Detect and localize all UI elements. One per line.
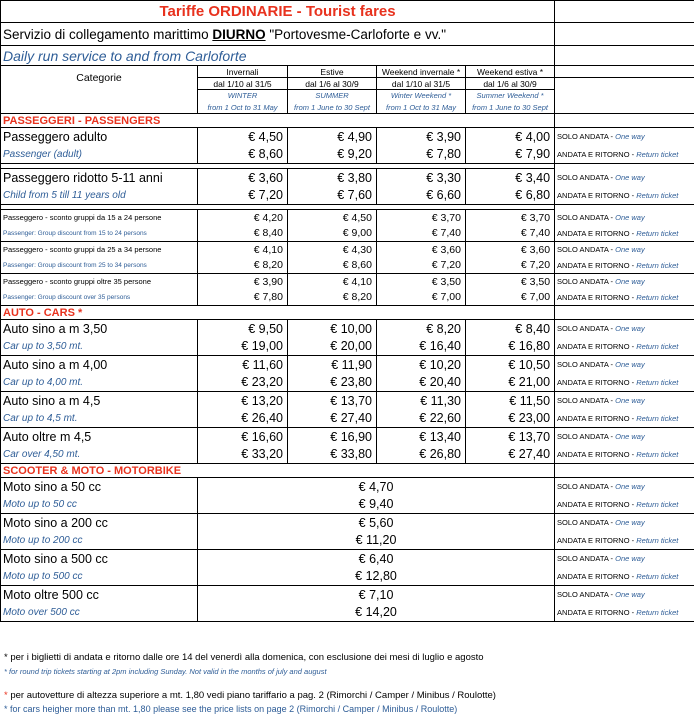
- column-period-en: from 1 June to 30 Sept: [288, 102, 377, 114]
- fare-price: € 8,20: [288, 290, 377, 306]
- fare-price: € 19,00: [198, 338, 288, 356]
- fare-row: [1, 496, 694, 514]
- fare-price: € 8,20: [198, 258, 288, 274]
- fare-price: € 3,60: [377, 242, 466, 258]
- column-period: dal 1/10 al 31/5: [198, 78, 288, 90]
- fare-price: € 7,00: [466, 290, 555, 306]
- fare-price: € 3,30: [377, 169, 466, 187]
- return-ticket-note: ANDATA E RITORNO - Return ticket: [555, 568, 694, 586]
- fare-row: [1, 128, 694, 146]
- fare-price: € 8,60: [198, 146, 288, 164]
- column-period-en: from 1 June to 30 Sept: [466, 102, 555, 114]
- return-ticket-note: ANDATA E RITORNO - Return ticket: [555, 604, 694, 622]
- return-ticket-note: ANDATA E RITORNO - Return ticket: [555, 258, 694, 274]
- column-name: Weekend invernale *: [377, 66, 466, 78]
- fare-price: € 26,40: [198, 410, 288, 428]
- fare-price: € 7,10: [198, 586, 555, 604]
- fare-price: € 16,40: [377, 338, 466, 356]
- fare-price: € 9,20: [288, 146, 377, 164]
- fare-row: [1, 514, 694, 532]
- return-ticket-note: ANDATA E RITORNO - Return ticket: [555, 146, 694, 164]
- fare-category-label: Car up to 4,5 mt.: [1, 410, 198, 428]
- service-subtitle-en: Daily run service to and from Carloforte: [1, 46, 555, 66]
- fare-category-label: Auto oltre m 4,5: [1, 428, 198, 446]
- page-title: Tariffe ORDINARIE - Tourist fares: [1, 1, 555, 23]
- fare-price: € 3,90: [377, 128, 466, 146]
- fare-price: € 4,70: [198, 478, 555, 496]
- fare-price: € 23,80: [288, 374, 377, 392]
- column-name: Estive: [288, 66, 377, 78]
- fare-price: € 33,20: [198, 446, 288, 464]
- footnote-1: * per i biglietti di andata e ritorno dalle ore 14 del venerdì alla domenica, con esclusione dei mesi di luglio e agosto: [4, 652, 484, 663]
- fare-price: € 4,30: [288, 242, 377, 258]
- fare-row: [1, 392, 694, 410]
- fare-category-label: Moto up to 500 cc: [1, 568, 198, 586]
- one-way-note: SOLO ANDATA - One way: [555, 242, 694, 258]
- fare-category-label: Car over 4,50 mt.: [1, 446, 198, 464]
- fare-price: € 23,20: [198, 374, 288, 392]
- fare-price: € 26,80: [377, 446, 466, 464]
- fare-price: € 3,60: [466, 242, 555, 258]
- one-way-note: SOLO ANDATA - One way: [555, 320, 694, 338]
- return-ticket-note: ANDATA E RITORNO - Return ticket: [555, 290, 694, 306]
- fare-price: € 7,40: [466, 226, 555, 242]
- fare-row: [1, 410, 694, 428]
- fare-category-label: Auto sino a m 4,5: [1, 392, 198, 410]
- fare-row: [1, 226, 694, 242]
- fare-price: € 7,20: [377, 258, 466, 274]
- fare-price: € 7,20: [198, 187, 288, 205]
- fare-category-label: Moto up to 50 cc: [1, 496, 198, 514]
- fare-price: € 3,50: [466, 274, 555, 290]
- fare-price: € 10,50: [466, 356, 555, 374]
- one-way-note: SOLO ANDATA - One way: [555, 428, 694, 446]
- fare-price: € 27,40: [288, 410, 377, 428]
- fare-price: € 12,80: [198, 568, 555, 586]
- fare-category-label: Passenger: Group discount from 15 to 24 persons: [1, 226, 198, 242]
- return-ticket-note: ANDATA E RITORNO - Return ticket: [555, 532, 694, 550]
- fare-price: € 10,00: [288, 320, 377, 338]
- fare-price: € 4,10: [198, 242, 288, 258]
- fare-row: [1, 242, 694, 258]
- return-ticket-note: ANDATA E RITORNO - Return ticket: [555, 338, 694, 356]
- fare-price: € 3,90: [198, 274, 288, 290]
- fare-category-label: Auto sino a m 3,50: [1, 320, 198, 338]
- fare-price: € 23,00: [466, 410, 555, 428]
- one-way-note: SOLO ANDATA - One way: [555, 210, 694, 226]
- fare-row: [1, 532, 694, 550]
- fare-price: € 6,60: [377, 187, 466, 205]
- footnote-2: * per autovetture di altezza superiore a mt. 1,80 vedi piano tariffario a pag. 2 (Rimorchi / Camper / Minibus / Roulotte): [4, 690, 496, 701]
- one-way-note: SOLO ANDATA - One way: [555, 274, 694, 290]
- fare-price: € 3,70: [377, 210, 466, 226]
- fare-price: € 7,80: [377, 146, 466, 164]
- fare-price: € 3,80: [288, 169, 377, 187]
- fare-category-label: Moto sino a 200 cc: [1, 514, 198, 532]
- fare-row: [1, 320, 694, 338]
- fare-price: € 8,40: [198, 226, 288, 242]
- return-ticket-note: ANDATA E RITORNO - Return ticket: [555, 496, 694, 514]
- return-ticket-note: ANDATA E RITORNO - Return ticket: [555, 446, 694, 464]
- fare-price: € 13,20: [198, 392, 288, 410]
- fare-row: [1, 187, 694, 205]
- fare-category-label: Passeggero - sconto gruppi da 15 a 24 persone: [1, 210, 198, 226]
- one-way-note: SOLO ANDATA - One way: [555, 169, 694, 187]
- column-period: dal 1/6 al 30/9: [466, 78, 555, 90]
- fare-row: [1, 210, 694, 226]
- fare-price: € 7,40: [377, 226, 466, 242]
- fare-category-label: Moto oltre 500 cc: [1, 586, 198, 604]
- fare-price: € 21,00: [466, 374, 555, 392]
- fare-price: € 11,30: [377, 392, 466, 410]
- fare-row: [1, 446, 694, 464]
- section-cars: AUTO - CARS *: [1, 306, 555, 320]
- one-way-note: SOLO ANDATA - One way: [555, 514, 694, 532]
- fare-price: € 4,20: [198, 210, 288, 226]
- fare-price: € 13,70: [466, 428, 555, 446]
- footnote-1-en: * for round trip tickets starting at 2pm including Sunday. Not valid in the months of july and august: [4, 667, 327, 676]
- fare-row: [1, 169, 694, 187]
- fare-price: € 33,80: [288, 446, 377, 464]
- fare-price: € 8,40: [466, 320, 555, 338]
- column-name-en: WINTER: [198, 90, 288, 102]
- fare-row: [1, 478, 694, 496]
- fare-price: € 3,70: [466, 210, 555, 226]
- fare-price: € 4,50: [288, 210, 377, 226]
- fare-price: € 5,60: [198, 514, 555, 532]
- section-moto: SCOOTER & MOTO - MOTORBIKE: [1, 464, 555, 478]
- fare-price: € 27,40: [466, 446, 555, 464]
- one-way-note: SOLO ANDATA - One way: [555, 356, 694, 374]
- fare-price: € 14,20: [198, 604, 555, 622]
- service-subtitle: Servizio di collegamento marittimo DIURNO "Portovesme-Carloforte e vv.": [1, 23, 555, 46]
- fare-category-label: Passenger: Group discount over 35 persons: [1, 290, 198, 306]
- fare-row: [1, 338, 694, 356]
- fare-price: € 22,60: [377, 410, 466, 428]
- fare-row: [1, 568, 694, 586]
- return-ticket-note: ANDATA E RITORNO - Return ticket: [555, 374, 694, 392]
- fare-price: € 7,60: [288, 187, 377, 205]
- fare-category-label: Auto sino a m 4,00: [1, 356, 198, 374]
- fare-price: € 10,20: [377, 356, 466, 374]
- section-passengers: PASSEGGERI - PASSENGERS: [1, 114, 555, 128]
- fare-price: € 6,80: [466, 187, 555, 205]
- one-way-note: SOLO ANDATA - One way: [555, 478, 694, 496]
- fare-price: € 11,90: [288, 356, 377, 374]
- fare-price: € 8,20: [377, 320, 466, 338]
- column-name: Invernali: [198, 66, 288, 78]
- column-name-en: Winter Weekend *: [377, 90, 466, 102]
- fare-price: € 4,50: [198, 128, 288, 146]
- fare-price: € 20,00: [288, 338, 377, 356]
- fare-row: [1, 586, 694, 604]
- column-period: dal 1/10 al 31/5: [377, 78, 466, 90]
- fare-row: [1, 274, 694, 290]
- fare-price: € 7,00: [377, 290, 466, 306]
- fare-price: € 7,80: [198, 290, 288, 306]
- fare-row: [1, 428, 694, 446]
- return-ticket-note: ANDATA E RITORNO - Return ticket: [555, 226, 694, 242]
- fare-price: € 9,00: [288, 226, 377, 242]
- return-ticket-note: ANDATA E RITORNO - Return ticket: [555, 410, 694, 428]
- fare-price: € 7,20: [466, 258, 555, 274]
- fare-price: € 4,10: [288, 274, 377, 290]
- fare-price: € 4,00: [466, 128, 555, 146]
- fare-category-label: Moto sino a 500 cc: [1, 550, 198, 568]
- fare-price: € 3,40: [466, 169, 555, 187]
- fare-price: € 9,40: [198, 496, 555, 514]
- fare-price: € 16,90: [288, 428, 377, 446]
- fare-price: € 16,60: [198, 428, 288, 446]
- one-way-note: SOLO ANDATA - One way: [555, 392, 694, 410]
- one-way-note: SOLO ANDATA - One way: [555, 550, 694, 568]
- fare-price: € 8,60: [288, 258, 377, 274]
- fare-row: [1, 146, 694, 164]
- fare-price: € 13,70: [288, 392, 377, 410]
- return-ticket-note: ANDATA E RITORNO - Return ticket: [555, 187, 694, 205]
- fare-price: € 16,80: [466, 338, 555, 356]
- column-name: Weekend estiva *: [466, 66, 555, 78]
- column-name-en: SUMMER: [288, 90, 377, 102]
- fare-category-label: Passeggero - sconto gruppi oltre 35 persone: [1, 274, 198, 290]
- fare-price: € 9,50: [198, 320, 288, 338]
- fare-category-label: Passeggero - sconto gruppi da 25 a 34 persone: [1, 242, 198, 258]
- fare-price: € 3,50: [377, 274, 466, 290]
- column-name-en: Summer Weekend *: [466, 90, 555, 102]
- fare-row: [1, 356, 694, 374]
- fare-category-label: Passeggero adulto: [1, 128, 198, 146]
- one-way-note: SOLO ANDATA - One way: [555, 128, 694, 146]
- fare-price: € 11,20: [198, 532, 555, 550]
- fare-category-label: Passeggero ridotto 5-11 anni: [1, 169, 198, 187]
- fare-price: € 7,90: [466, 146, 555, 164]
- column-period: dal 1/6 al 30/9: [288, 78, 377, 90]
- fare-price: € 11,50: [466, 392, 555, 410]
- footnote-2-en: * for cars heigher more than mt. 1,80 please see the price lists on page 2 (Rimorchi / Camper / Minibus / Roulotte): [4, 704, 458, 714]
- fare-category-label: Moto up to 200 cc: [1, 532, 198, 550]
- fare-row: [1, 374, 694, 392]
- fare-price: € 13,40: [377, 428, 466, 446]
- fare-row: [1, 290, 694, 306]
- fare-price: € 11,60: [198, 356, 288, 374]
- fare-category-label: Car up to 3,50 mt.: [1, 338, 198, 356]
- one-way-note: SOLO ANDATA - One way: [555, 586, 694, 604]
- column-period-en: from 1 Oct to 31 May: [377, 102, 466, 114]
- fare-category-label: Moto sino a 50 cc: [1, 478, 198, 496]
- fare-row: [1, 550, 694, 568]
- fare-row: [1, 604, 694, 622]
- fare-price: € 20,40: [377, 374, 466, 392]
- fare-price: € 4,90: [288, 128, 377, 146]
- fare-category-label: Car up to 4,00 mt.: [1, 374, 198, 392]
- fare-row: [1, 258, 694, 274]
- fare-category-label: Child from 5 till 11 years old: [1, 187, 198, 205]
- fare-price: € 3,60: [198, 169, 288, 187]
- column-period-en: from 1 Oct to 31 May: [198, 102, 288, 114]
- fare-category-label: Passenger: Group discount from 25 to 34 persons: [1, 258, 198, 274]
- categorie-header: Categorie: [1, 66, 198, 90]
- fare-price: € 6,40: [198, 550, 555, 568]
- fare-category-label: Moto over 500 cc: [1, 604, 198, 622]
- fare-category-label: Passenger (adult): [1, 146, 198, 164]
